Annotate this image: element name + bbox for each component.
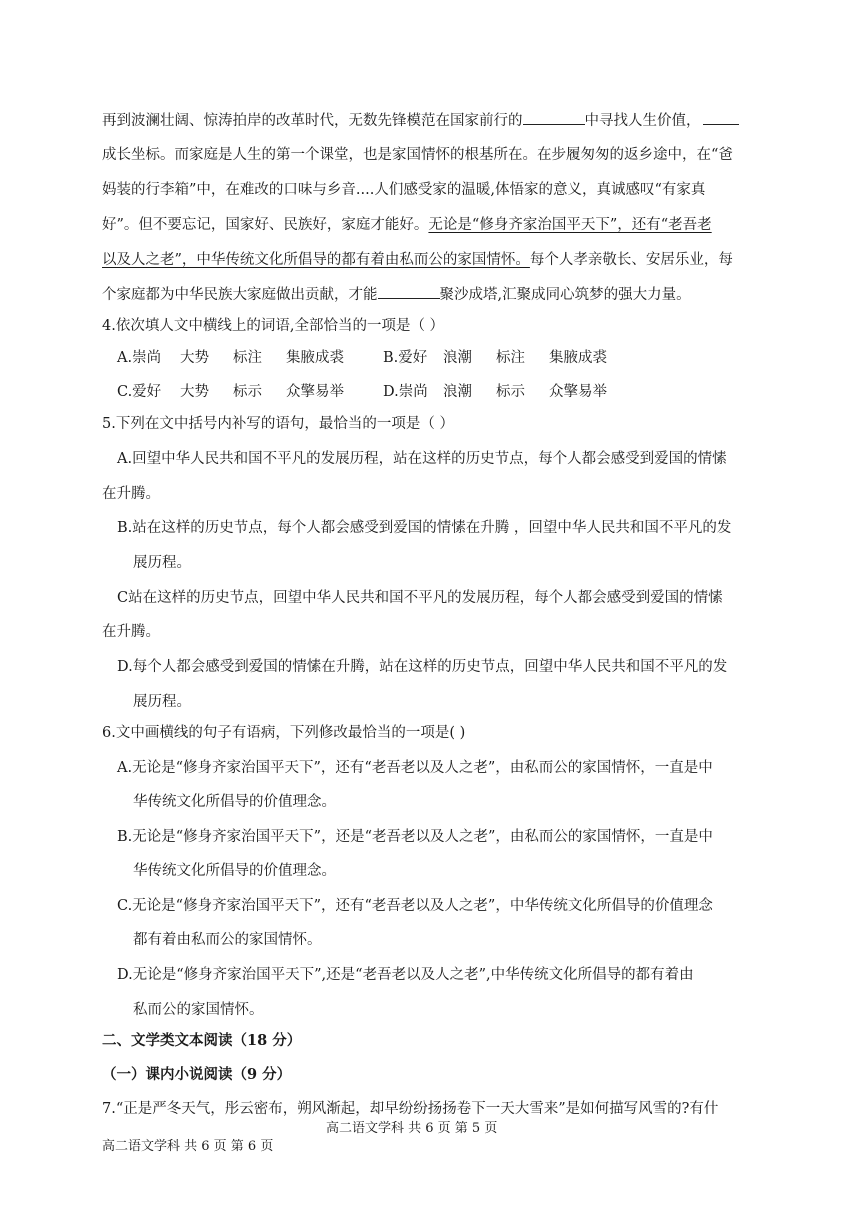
option-word: B.爱好: [383, 350, 428, 366]
passage-line-2: [102, 145, 733, 165]
question-6-option-c-line-2: 都有着由私而公的家国情怀。: [133, 932, 322, 948]
underlined-sentence: 无论是“修身齐家治国平天下”，还有“老吾老: [428, 217, 712, 233]
option-word: A.崇尚: [117, 350, 162, 366]
question-6-option-d-line-1: D.无论是“修身齐家治国平天下”,还是“老吾老以及人之老”,中华传统文化所倡导的都有着由: [117, 967, 694, 983]
question-5-option-c-line-1: C站在这样的历史节点，回望中华人民共和国不平凡的发展历程，每个人都会感受到爱国的情愫: [117, 590, 723, 606]
question-4-stem: 4.依次填人文中横线上的词语,全部恰当的一项是（ ）: [102, 318, 445, 334]
passage-text: 成长坐标。而家庭是人生的第一个课堂，也是家国情怀的根基所在。在步履匆匆的返乡途中，在“爸: [102, 147, 733, 163]
question-6-option-c-line-1: C.无论是“修身齐家治国平天下”，还有“老吾老以及人之老”，中华传统文化所倡导的价值理念: [117, 898, 713, 914]
question-4-option-b: [383, 348, 643, 368]
passage-text: 妈装的行李箱”中，在难改的口味与乡音....人们感受家的温暖,体悟家的意义，真诚感叹“有家真: [102, 182, 706, 198]
question-7-stem: 7.“正是严冬天气，彤云密布，朔风渐起，却早纷纷扬扬卷下一天大雪来”是如何描写风雪的?有什: [102, 1101, 719, 1117]
passage-line-1: [102, 110, 739, 131]
passage-text: 聚沙成塔,汇聚成同心筑梦的强大力量。: [439, 287, 691, 303]
fill-blank-3: [378, 284, 440, 299]
question-6-option-a-line-2: 华传统文化所倡导的价值理念。: [133, 794, 336, 810]
option-word: 众擎易举: [286, 384, 344, 400]
question-6-option-b-line-2: 华传统文化所倡导的价值理念。: [133, 863, 336, 879]
page-footer-center: 高二语文学科 共 6 页 第 5 页: [326, 1121, 498, 1136]
option-word: 标注: [233, 350, 262, 366]
page-footer-left: 高二语文学科 共 6 页 第 6 页: [102, 1139, 274, 1154]
question-5-option-b-line-2: 展历程。: [133, 555, 191, 571]
option-word: 浪潮: [443, 350, 472, 366]
passage-line-3: [102, 180, 705, 200]
option-word: 大势: [180, 384, 209, 400]
passage-line-5: [102, 250, 733, 270]
fill-blank-1: [523, 110, 585, 125]
underlined-sentence: 以及人之老”，中华传统文化所倡导的都有着由私而公的家国情怀。: [102, 252, 530, 268]
question-6-option-b-line-1: B.无论是“修身齐家治国平天下”，还是“老吾老以及人之老”，由私而公的家国情怀，一直是中: [117, 829, 713, 845]
option-word: 标注: [496, 350, 525, 366]
passage-text: 中寻找人生价值，: [584, 113, 701, 129]
option-word: 大势: [180, 350, 209, 366]
question-5-option-c-line-2: 在升腾。: [102, 624, 160, 640]
question-6-option-d-line-2: 私而公的家国情怀。: [133, 1002, 264, 1018]
passage-text: 好”。但不要忘记，国家好、民族好，家庭才能好。: [102, 217, 429, 233]
option-word: 集腋成裘: [286, 350, 344, 366]
passage-line-4: [102, 215, 712, 235]
question-4-option-c: [117, 382, 380, 402]
option-word: 浪潮: [443, 384, 472, 400]
option-word: 标示: [496, 384, 525, 400]
question-4-option-d: [383, 382, 643, 402]
option-word: 集腋成裘: [549, 350, 607, 366]
option-word: D.崇尚: [383, 384, 428, 400]
option-word: 标示: [233, 384, 262, 400]
question-5-option-d-line-2: 展历程。: [133, 694, 191, 710]
fill-blank-2: [703, 110, 739, 125]
passage-text: 再到波澜壮阔、惊涛拍岸的改革时代，无数先锋模范在国家前行的: [102, 113, 523, 129]
option-word: 众擎易举: [549, 384, 607, 400]
passage-text: 每个人孝亲敬长、安居乐业，每: [529, 252, 733, 268]
passage-line-6: [102, 284, 691, 305]
passage-text: 个家庭都为中华民族大家庭做出贡献，才能: [102, 287, 378, 303]
question-6-stem: 6.文中画横线的句子有语病，下列修改最恰当的一项是( ): [102, 725, 466, 741]
section-2-heading: 二、文学类文本阅读（18 分）: [102, 1032, 302, 1049]
question-4-option-a: [117, 348, 380, 368]
question-5-option-b-line-1: B.站在这样的历史节点，每个人都会感受到爱国的情愫在升腾 ，回望中华人民共和国不平凡的发: [117, 520, 732, 536]
question-5-option-d-line-1: D.每个人都会感受到爱国的情愫在升腾，站在这样的历史节点，回望中华人民共和国不平凡的发: [117, 659, 728, 675]
question-5-option-a-line-1: A.回望中华人民共和国不平凡的发展历程，站在这样的历史节点，每个人都会感受到爱国的情愫: [117, 451, 727, 467]
question-6-option-a-line-1: A.无论是“修身齐家治国平天下”，还有“老吾老以及人之老”，由私而公的家国情怀，一直是中: [117, 760, 713, 776]
option-word: C.爱好: [117, 384, 162, 400]
question-5-option-a-line-2: 在升腾。: [102, 486, 160, 502]
section-2-subheading: （一）课内小说阅读（9 分）: [102, 1066, 292, 1083]
question-5-stem: 5.下列在文中括号内补写的语句，最恰当的一项是（ ）: [102, 416, 454, 432]
